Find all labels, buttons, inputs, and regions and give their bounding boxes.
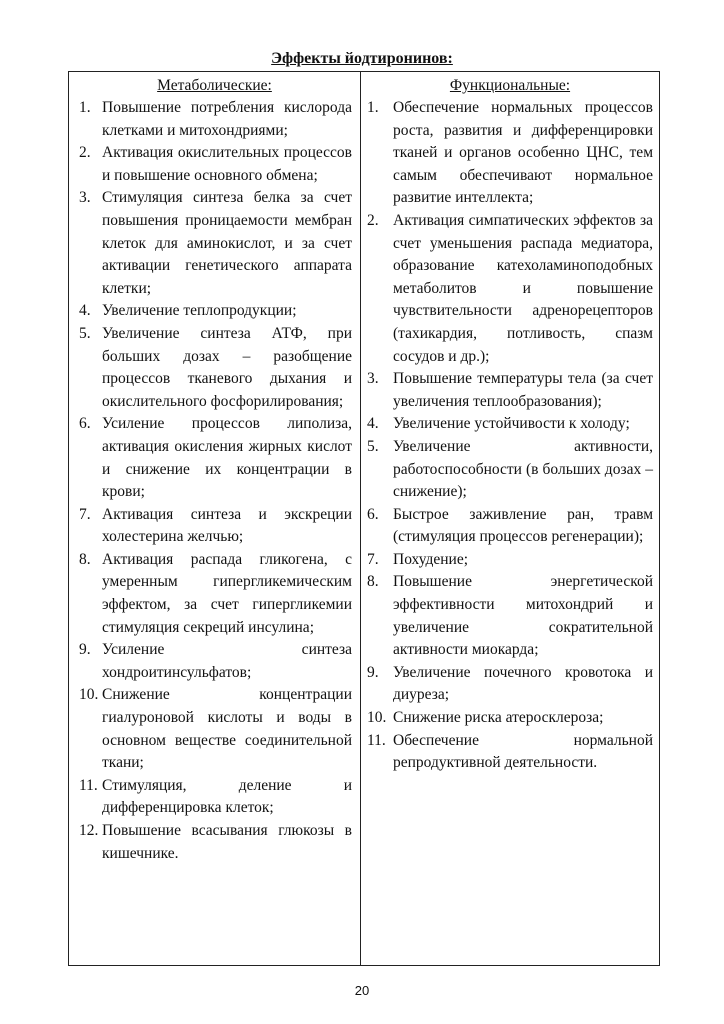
list-item [69,684,360,774]
item-text: Активация окислительных процессов и повышение основного обмена; [102,144,352,184]
metabolic-list [69,97,360,865]
item-text: Снижение риска атеросклероза; [393,709,604,727]
item-text: Похудение; [393,550,469,568]
item-text: Активация распада гликогена, с умеренным гипергликемическим эффектом, за счет гипергликемии стимуляция секреций инсулина; [102,550,352,636]
item-number: 2. [367,211,379,229]
item-text: Увеличение теплопродукции; [102,302,297,320]
list-item [361,549,659,572]
list-item [69,549,360,639]
item-text: Активация симпатических эффектов за счет уменьшения распада медиатора, образование катехоламиноподобных метаболитов и повышение чувствительности адренорецепторов (тахикардия, потливость, спазм сосудов и др.); [393,211,653,365]
item-number: 10. [79,686,99,704]
item-text: Повышение температуры тела (за счет увеличения теплообразования); [393,370,653,410]
functional-column [361,72,659,965]
list-item [69,413,360,503]
list-item [69,504,360,549]
item-text: Обеспечение нормальной репродуктивной деятельности. [393,731,653,772]
item-text: Повышение энергетической эффективности митохондрий и увеличение сократительной активности миокарда; [393,573,653,659]
list-item [361,571,659,661]
list-item [69,323,360,413]
item-text: Повышение потребления кислорода клетками и митохондриями; [102,99,352,139]
metabolic-header: Метаболические: [157,77,272,94]
list-item [361,97,659,210]
item-number: 6. [367,505,379,523]
list-item [361,730,659,775]
item-number: 3. [79,189,91,207]
item-number: 12. [79,822,99,839]
item-text: Повышение всасывания глюкозы в кишечнике. [102,822,352,862]
list-item [361,368,659,413]
document-title: Эффекты йодтиронинов: [271,50,453,67]
item-number: 9. [79,641,91,659]
list-item [361,436,659,504]
item-text: Усиление процессов липолиза, активация окисления жирных кислот и снижение их концентрации в крови; [102,415,352,501]
page-number: 20 [354,983,370,998]
item-number: 8. [367,573,379,591]
item-number: 5. [367,437,379,455]
item-text: Быстрое заживление ран, травм (стимуляция процессов регенерации); [393,505,653,546]
list-item [69,775,360,820]
effects-table [68,71,660,966]
list-item [361,707,659,730]
item-text: Увеличение почечного кровотока и диуреза; [393,663,653,704]
item-text: Стимуляция, деление и дифференцировка клеток; [102,776,352,817]
item-text: Стимуляция синтеза белка за счет повышения проницаемости мембран клеток для аминокислот, и за счет активации генетического аппарата клетки; [102,189,352,297]
metabolic-column [69,72,360,965]
item-number: 1. [367,99,379,116]
list-item [69,142,360,187]
item-number: 3. [367,370,379,388]
item-text: Увеличение активности, работоспособности (в больших дозах – снижение); [393,437,653,501]
item-number: 5. [79,324,91,342]
list-item [361,504,659,549]
list-item [69,300,360,323]
item-text: Обеспечение нормальных процессов роста, развития и дифференцировки тканей и органов особенно ЦНС, тем самым обеспечивают нормальное развитие интеллекта; [393,99,653,207]
item-text: Активация синтеза и экскреции холестерина желчью; [102,505,352,546]
item-number: 10. [367,709,387,727]
list-item [361,210,659,368]
list-item [69,820,360,865]
list-item [361,662,659,707]
item-number: 9. [367,663,379,681]
item-text: Усиление синтеза хондроитинсульфатов; [102,641,352,681]
item-number: 6. [79,415,91,433]
item-number: 4. [367,415,379,433]
list-item [69,639,360,684]
item-number: 4. [79,302,91,320]
list-item [69,97,360,142]
item-number: 1. [79,99,91,116]
item-text: Снижение концентрации гиалуроновой кислоты и воды в основном веществе соединительной ткани; [102,686,352,772]
functional-header: Функциональные: [449,77,571,94]
list-item [69,187,360,300]
item-text: Увеличение устойчивости к холоду; [393,415,630,433]
item-number: 7. [367,550,379,568]
item-number: 8. [79,550,91,568]
item-number: 11. [79,776,98,794]
item-number: 7. [79,505,91,523]
functional-list [361,97,659,775]
item-text: Увеличение синтеза АТФ, при больших дозах – разобщение процессов тканевого дыхания и окислительного фосфорилирования; [102,324,352,410]
item-number: 11. [367,731,386,749]
item-number: 2. [79,144,91,162]
list-item [361,413,659,436]
